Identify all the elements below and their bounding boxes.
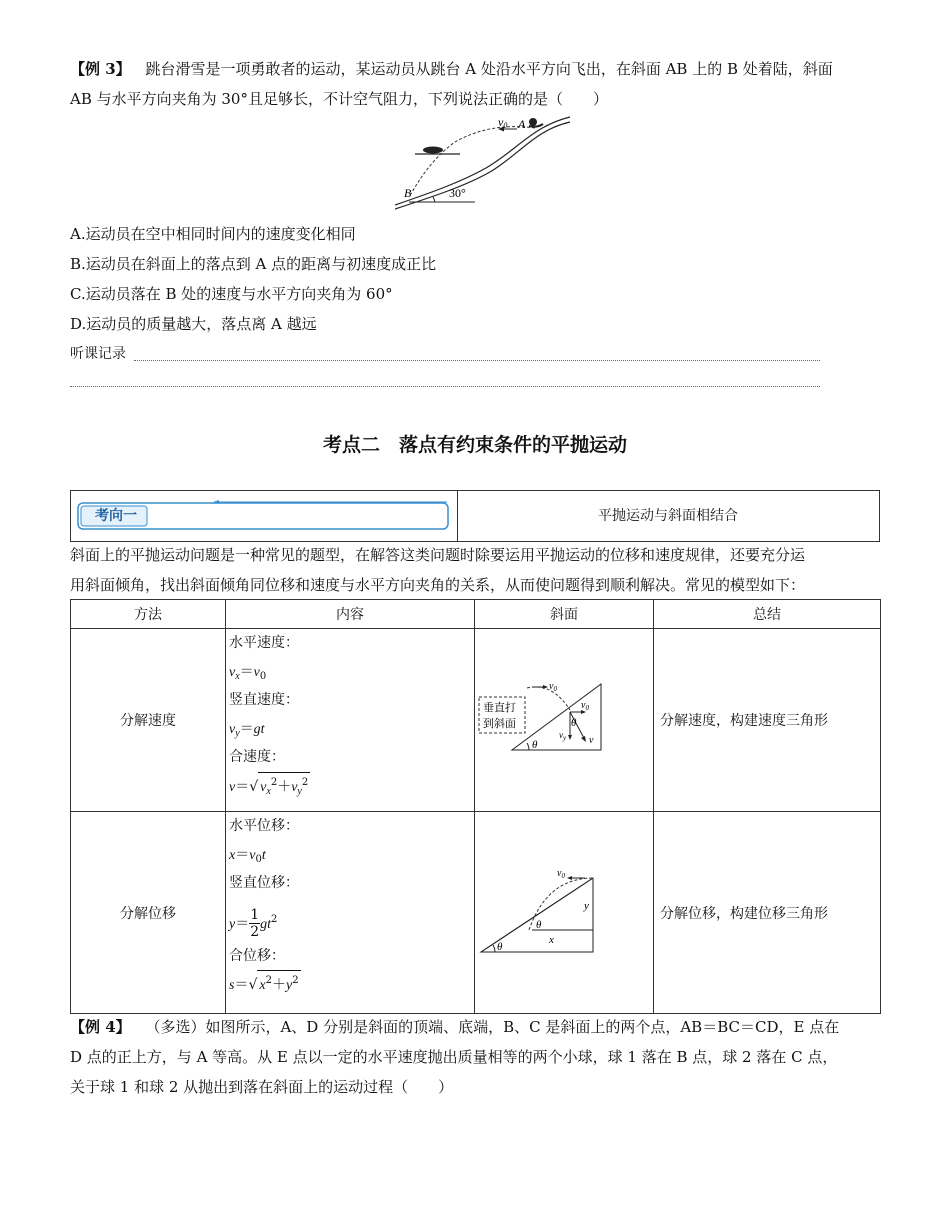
vel-box-line1: 垂直打 <box>483 701 516 714</box>
model-table <box>70 599 881 1014</box>
header-slope: 斜面 <box>475 600 654 629</box>
row1-formula-v: v＝√ $v_x^2+v_y^2$ <box>226 772 474 801</box>
example4-line1: （多选）如图所示，A、D 分别是斜面的顶端、底端，B、C 是斜面上的两个点，AB＝BC＝CD，E 点在 <box>145 1018 840 1036</box>
example4-line2: D 点的正上方，与 A 等高。从 E 点以一定的水平速度抛出质量相等的两个小球，球 1 落在 B 点，球 2 落在 C 点， <box>70 1048 838 1066</box>
displacement-slope-figure <box>477 868 607 958</box>
velocity-slope-figure <box>477 680 607 760</box>
intro-line1: 斜面上的平抛运动问题是一种常见的题型，在解答这类问题时除要运用平抛运动的位移和速度规律，还要充分运 <box>70 546 806 564</box>
header-content: 内容 <box>226 600 475 629</box>
ski-v0-label: v0 <box>498 115 508 130</box>
intro-line2: 用斜面倾角，找出斜面倾角同位移和速度与水平方向夹角的关系，从而使问题得到顺利解决。常见的模型如下： <box>70 576 806 594</box>
row2-figure-cell <box>475 812 654 1014</box>
table-header-row <box>71 600 881 629</box>
row2-method: 分解位移 <box>71 812 226 1014</box>
header-method: 方法 <box>71 600 226 629</box>
row1-formula-vx: $v_x=v_0$ <box>229 663 267 682</box>
topic-tag-cell <box>71 491 458 541</box>
row1-method: 分解速度 <box>71 629 226 812</box>
row2-content <box>226 812 475 1014</box>
notes-line-2 <box>70 386 820 387</box>
row1-content <box>226 629 475 812</box>
row2-line-resultant-label: 合位移： <box>229 947 285 964</box>
header-summary: 总结 <box>654 600 881 629</box>
row1-summary: 分解速度，构建速度三角形 <box>654 629 881 812</box>
disp-y-label: y <box>584 899 589 912</box>
row1-line-horizontal-label: 水平速度： <box>229 635 299 651</box>
example4-line3: 关于球 1 和球 2 从抛出到落在斜面上的运动过程（ ） <box>70 1078 454 1096</box>
row2-line-vertical-label: 竖直位移： <box>229 875 299 891</box>
row1-figure-cell <box>475 629 654 812</box>
row1-line-resultant-label: 合速度： <box>229 749 285 765</box>
ski-point-b: B <box>404 186 412 200</box>
option-d: D.运动员的质量越大，落点离 A 越远 <box>70 315 317 333</box>
disp-x-label: x <box>549 933 554 946</box>
ski-jump-figure <box>395 112 580 212</box>
option-b: B.运动员在斜面上的落点到 A 点的距离与初速度成正比 <box>70 255 437 273</box>
vel-theta-base: θ <box>532 739 538 751</box>
section-title: 考点二 落点有约束条件的平抛运动 <box>322 434 627 456</box>
disp-v0-label: $v_0$ <box>557 867 565 880</box>
vel-v0-label-2: $v_0$ <box>581 700 589 712</box>
row2-line-horizontal-label: 水平位移： <box>229 818 299 834</box>
example4-label: 【例 4】 <box>70 1018 131 1036</box>
row2-formula-x: $x=v_0t$ <box>229 846 266 865</box>
vel-v-label: v <box>589 735 594 746</box>
intro-paragraph <box>70 540 882 600</box>
disp-theta-base: θ <box>497 940 503 953</box>
topic-name: 平抛运动与斜面相结合 <box>598 508 738 524</box>
example3-label: 【例 3】 <box>70 60 131 78</box>
row1-line-vertical-label: 竖直速度： <box>229 692 299 708</box>
notes-line-1 <box>134 360 820 361</box>
topic-tag: 考向一 <box>95 508 137 524</box>
row2-summary: 分解位移，构建位移三角形 <box>654 812 881 1014</box>
vel-vy-label: $v_y$ <box>559 730 567 742</box>
ski-angle-label: 30° <box>449 186 466 200</box>
example4-question <box>70 1012 882 1102</box>
example3-line1: 跳台滑雪是一项勇敢者的运动，某运动员从跳台 A 处沿水平方向飞出，在斜面 AB 上的 B 处着陆，斜面 <box>145 60 833 78</box>
ski-point-a: A <box>518 117 526 131</box>
option-a: A.运动员在空中相同时间内的速度变化相同 <box>70 225 356 243</box>
row2-formula-y: y＝ $\frac{1}{2}$ $gt^2$ <box>229 907 278 940</box>
topic-header <box>70 490 880 542</box>
vel-v0-label: $v_0$ <box>549 681 557 693</box>
example3-line2: AB 与水平方向夹角为 30°且足够长，不计空气阻力，下列说法正确的是（ ） <box>70 90 608 108</box>
notes-label: 听课记录 <box>70 346 126 362</box>
disp-theta-inner: θ <box>536 918 542 931</box>
vel-theta-inner: θ <box>571 717 577 729</box>
row1-formula-vy: $v_y=gt$ <box>229 720 265 739</box>
option-c: C.运动员落在 B 处的速度与水平方向夹角为 60° <box>70 285 393 303</box>
row2-formula-s: s＝√ $x^2+y^2$ <box>226 970 474 999</box>
table-row <box>71 812 881 1014</box>
table-row <box>71 629 881 812</box>
vel-box-line2: 到斜面 <box>483 717 516 730</box>
example3-question <box>70 54 882 114</box>
